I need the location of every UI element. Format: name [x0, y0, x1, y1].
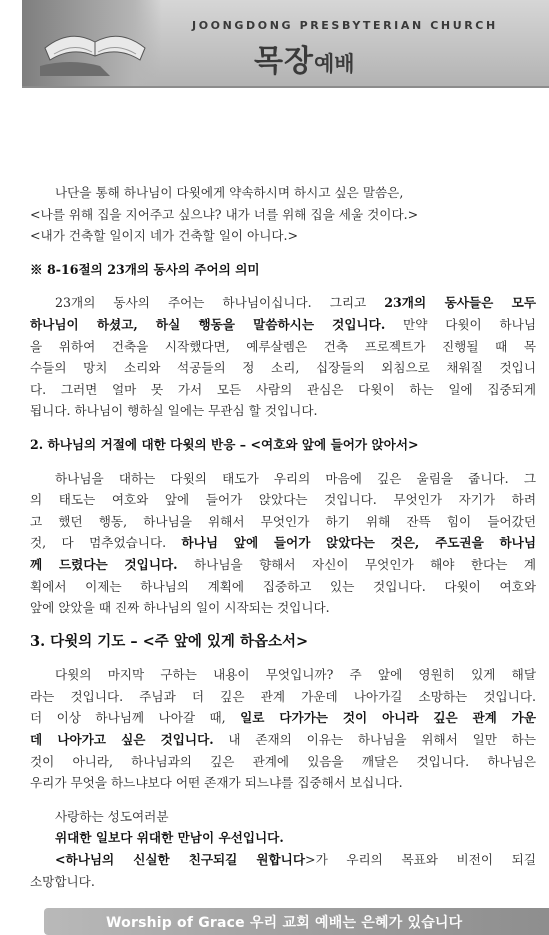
text-line: 수들의 망치 소리와 석공들의 정 소리, 십장들의 외침으로 채워질 것입니 — [30, 360, 536, 376]
text-line: 다윗의 마지막 구하는 내용이 무엇입니까? 주 앞에 영원히 있게 해달 — [55, 667, 536, 683]
service-title — [254, 36, 355, 80]
text-span: 만약 다윗이 하나님 — [385, 316, 537, 332]
text-line: 우리가 무엇을 하느냐보다 어떤 존재가 되느냐를 집중해서 보십니다. — [30, 775, 403, 791]
text-line: 라는 것입니다. 주님과 더 깊은 관계 가운데 나아가길 소망하는 것입니다. — [30, 688, 536, 704]
text-span: 하나님을 향해서 자신이 무엇인가 해야 한다는 계 — [177, 556, 536, 572]
text-line — [30, 554, 536, 576]
open-bible-icon — [40, 8, 150, 78]
text-line: <나를 위해 집을 지어주고 싶으냐? 내가 너를 위해 집을 세울 것이다.> — [30, 206, 419, 222]
sermon-content — [30, 182, 536, 892]
header-banner — [22, 0, 549, 88]
emphasis-text: 하나님이 하셨고, 하실 행동을 말씀하시는 것입니다. — [30, 316, 386, 332]
text-line: 하나님을 대하는 다윗의 태도가 우리의 마음에 깊은 울림을 줍니다. 그 — [55, 470, 536, 486]
text-line: 나단을 통해 하나님이 다윗에게 약속하시며 하시고 싶은 말씀은, — [55, 185, 404, 200]
text-line: 됩니다. 하나님이 행하실 일에는 무관심 할 것입니다. — [30, 403, 318, 419]
emphasis-text: 일로 다가가는 것이 아니라 깊은 관계 가운 — [240, 710, 537, 726]
text-line: 소망합니다. — [30, 873, 95, 889]
section-heading-3: 3. 다윗의 기도 – <주 앞에 있게 하옵소서> — [30, 632, 309, 650]
emphasis-line: 위대한 일보다 위대한 만남이 우선입니다. — [55, 830, 284, 846]
church-name: JOONGDONG PRESBYTERIAN CHURCH — [192, 19, 498, 32]
emphasis-text: 데 나아가고 싶은 것입니다. — [30, 732, 214, 748]
text-line — [30, 314, 536, 336]
text-line: 획에서 이제는 하나님의 계획에 집중하고 있는 것입니다. 다윗이 여호와 — [30, 578, 536, 594]
text-line: 것이 아니라, 하나님과의 깊은 관계에 있음을 깨달은 것입니다. 하나님은 — [30, 753, 536, 769]
text-line: 을 위하여 건축을 시작했다면, 예루살렘은 건축 프로젝트가 진행될 때 목 — [30, 338, 536, 354]
text-line: 고 했던 행동, 하나님을 위해서 무엇인가 하기 위해 잔뜩 힘이 들어갔던 — [30, 513, 536, 529]
service-title-main: 목장 — [254, 44, 314, 79]
text-line — [30, 292, 536, 314]
text-line: 사랑하는 성도여러분 — [55, 808, 169, 824]
emphasis-text: 하나님 앞에 들어가 앉았다는 것은, 주도권을 하나님 — [181, 535, 537, 551]
emphasis-text: 23개의 동사들은 모두 — [384, 295, 536, 311]
section-heading-2: 2. 하나님의 거절에 대한 다윗의 반응 – <여호와 앞에 들어가 앉아서> — [30, 436, 419, 452]
text-span: 것, 다 멈추었습니다. — [30, 535, 182, 551]
text-span: 내 존재의 이유는 하나님을 위해서 일만 하는 — [213, 732, 536, 748]
text-span: 23개의 동사의 주어는 하나님이십니다. 그리고 — [55, 295, 385, 311]
text-span: 더 이상 하나님께 나아갈 때, — [30, 710, 241, 726]
text-line — [30, 707, 536, 729]
text-line — [30, 729, 536, 751]
footer-text: Worship of Grace 우리 교회 예배는 은혜가 있습니다 — [106, 915, 463, 931]
service-title-sub: 예배 — [313, 52, 355, 76]
footer-banner — [44, 908, 549, 935]
text-line: 앞에 앉았을 때 진짜 하나님의 일이 시작되는 것입니다. — [30, 600, 330, 616]
text-line: 의 태도는 여호와 앞에 들어가 앉았다는 것입니다. 무엇인가 자기가 하려 — [30, 492, 536, 508]
text-line: <내가 건축할 일이지 네가 건축할 일이 아니다.> — [30, 228, 299, 244]
text-line — [30, 849, 536, 871]
text-line — [30, 532, 536, 554]
text-line: 다. 그러면 얼마 못 가서 모든 사람의 관심은 다윗이 하는 일에 집중되게 — [30, 381, 536, 397]
section-heading-1: ※ 8-16절의 23개의 동사의 주어의 의미 — [30, 261, 260, 277]
text-span: >가 우리의 목표와 비전이 되길 — [305, 852, 536, 868]
emphasis-text: 께 드렸다는 것입니다. — [30, 556, 178, 572]
emphasis-text: <하나님의 신실한 친구되길 원합니다 — [55, 852, 306, 868]
